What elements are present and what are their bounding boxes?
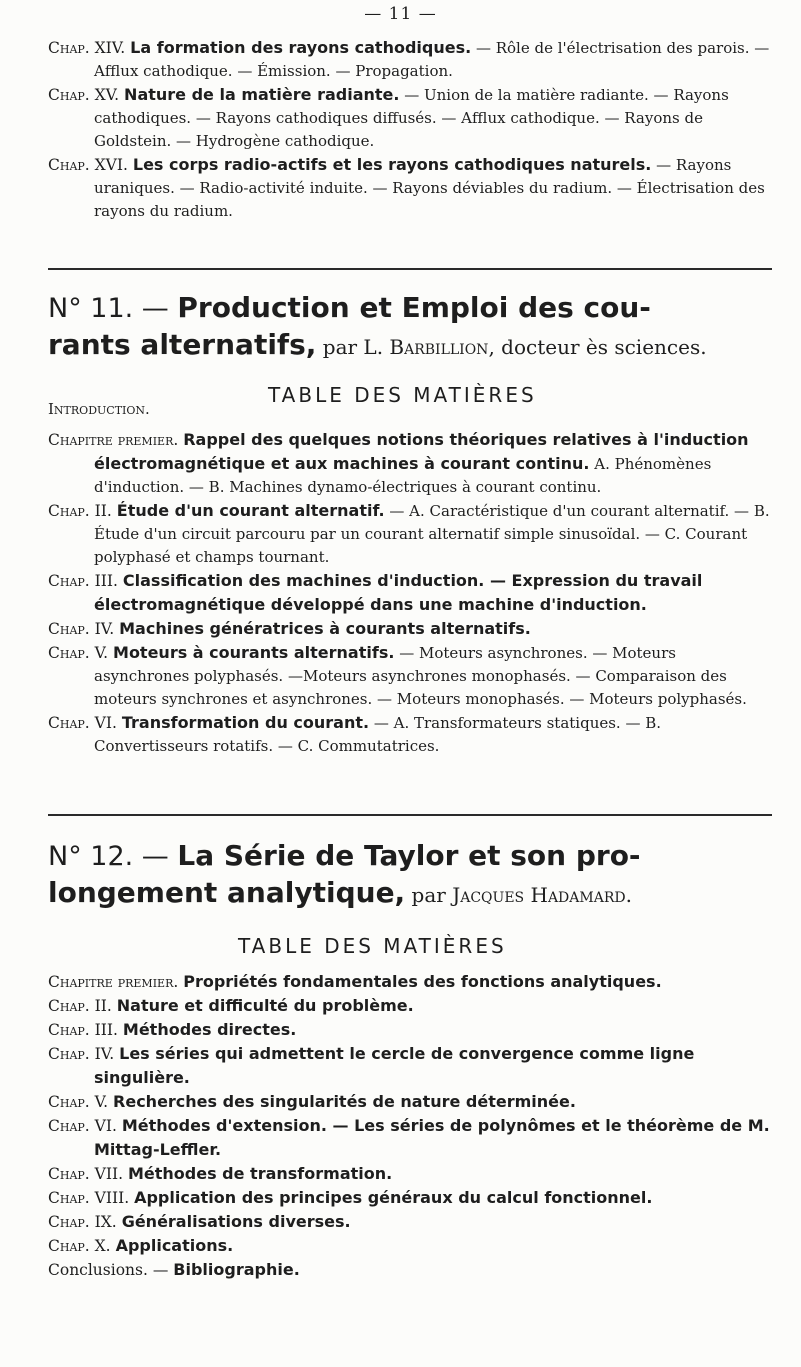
section-12-toc xyxy=(48,970,770,1282)
chapter-label: Chap. IX. xyxy=(48,1213,117,1231)
toc-entry-chap-xvi xyxy=(48,153,770,223)
chapter-title: Transformation du courant. xyxy=(121,713,370,732)
chapter-label: Chap. III. xyxy=(48,572,118,590)
chapter-subtopics: — Moteurs asynchrones. — Moteurs asynchrones polyphasés. —Moteurs asynchrones monophasés. — Comparaison des moteurs synchrones et asynchrones. — Moteurs monophasés. — Moteurs polyphasés. xyxy=(94,644,747,708)
toc-entry xyxy=(48,499,770,569)
chapter-subtopics: — A. Transformateurs statiques. — B. Convertisseurs rotatifs. — C. Commutatrices. xyxy=(94,714,662,755)
chapter-subtopics: — A. Caractéristique d'un courant alternatif. — B. Étude d'un circuit parcouru par un courant alternatif simple sinusoïdal. — C. Courant polyphasé et champs tournant. xyxy=(94,502,770,566)
section-divider xyxy=(48,268,772,270)
chapter-title: Propriétés fondamentales des fonctions analytiques. xyxy=(183,972,662,991)
section-number: N° 11. — xyxy=(48,293,169,324)
chapter-label: Chap. XV. xyxy=(48,86,120,104)
chapter-label: Chap. VIII. xyxy=(48,1189,130,1207)
chapter-label: Chap. V. xyxy=(48,644,109,662)
section-number: N° 12. — xyxy=(48,841,169,872)
chapter-label: Chap. IV. xyxy=(48,620,115,638)
toc-entry xyxy=(48,994,770,1018)
toc-entry xyxy=(48,1210,770,1234)
chapter-title: Classification des machines d'induction. — Expression du travail électromagnétique développé dans une machine d'induction. xyxy=(94,571,703,614)
toc-entry xyxy=(48,1162,770,1186)
toc-entry-conclusions xyxy=(48,1258,770,1282)
chapter-title: Étude d'un courant alternatif. xyxy=(116,501,385,520)
toc-entry xyxy=(48,1042,770,1090)
chapter-title: Moteurs à courants alternatifs. xyxy=(113,643,395,662)
section-12-heading xyxy=(48,838,772,913)
conclusion-title: Bibliographie. xyxy=(173,1260,300,1279)
chapter-title: Méthodes de transformation. xyxy=(127,1164,393,1183)
chapter-subtopics: — Union de la matière radiante. — Rayons cathodiques. — Rayons cathodiques diffusés. — Afflux cathodique. — Rayons de Goldstein. — Hydrogène cathodique. xyxy=(94,86,729,150)
chapter-label: Chap. II. xyxy=(48,997,112,1015)
toc-entry xyxy=(48,1186,770,1210)
chapter-label: Chap. VI. xyxy=(48,714,117,732)
toc-entry-chap-xiv xyxy=(48,36,770,83)
author-name: Jacques Hadamard xyxy=(452,883,626,907)
toc-entry xyxy=(48,970,770,994)
chapter-label: Chap. II. xyxy=(48,502,112,520)
chapter-title: Recherches des singularités de nature déterminée. xyxy=(113,1092,576,1111)
chapter-title: Applications. xyxy=(115,1236,234,1255)
toc-entry xyxy=(48,617,770,641)
toc-entry xyxy=(48,641,770,711)
toc-title: TABLE DES MATIÈRES xyxy=(268,383,537,407)
chapter-title: Méthodes d'extension. — Les séries de polynômes et le théorème de M. Mittag-Leffler. xyxy=(94,1116,770,1159)
chapter-label: Chap. VI. xyxy=(48,1117,117,1135)
chapter-label: Chap. XVI. xyxy=(48,156,128,174)
chapter-title: Machines génératrices à courants alternatifs. xyxy=(119,619,531,638)
conclusion-label: Conclusions. — xyxy=(48,1261,169,1279)
chapter-title: Généralisations diverses. xyxy=(121,1212,351,1231)
section-title-line2: longement analytique, xyxy=(48,876,406,909)
chapter-label: Chap. XIV. xyxy=(48,39,126,57)
section-11-heading xyxy=(48,290,772,365)
toc-entry xyxy=(48,711,770,758)
toc-entry xyxy=(48,1090,770,1114)
chapter-subtopics: — Rôle de l'électrisation des parois. — Afflux cathodique. — Émission. — Propagation. xyxy=(94,39,770,80)
toc-entry-chap-xv xyxy=(48,83,770,153)
chapter-subtopics: — Rayons uraniques. — Radio-activité induite. — Rayons déviables du radium. — Électrisation des rayons du radium. xyxy=(94,156,765,220)
section-divider xyxy=(48,814,772,816)
byline-suffix: . xyxy=(625,883,632,907)
chapter-label: Chapitre premier. xyxy=(48,431,179,449)
chapter-label: Chap. X. xyxy=(48,1237,111,1255)
chapter-label: Chap. III. xyxy=(48,1021,118,1039)
chapter-title: Nature et difficulté du problème. xyxy=(116,996,414,1015)
byline-prefix: par xyxy=(316,335,364,359)
byline-suffix: , docteur ès sciences. xyxy=(488,335,707,359)
toc-entry xyxy=(48,1114,770,1162)
chapter-label: Chap. VII. xyxy=(48,1165,124,1183)
chapter-label: Chapitre premier. xyxy=(48,973,179,991)
chapter-subtopics: A. Phénomènes d'induction. — B. Machines dynamo-électriques à courant continu. xyxy=(94,455,712,496)
author-name: L. Barbillion xyxy=(363,335,489,359)
chapter-label: Chap. V. xyxy=(48,1093,109,1111)
chapter-title: Les corps radio-actifs et les rayons cathodiques naturels. xyxy=(132,155,652,174)
top-entries xyxy=(48,36,770,223)
chapter-title: La formation des rayons cathodiques. xyxy=(130,38,472,57)
chapter-title: Méthodes directes. xyxy=(122,1020,297,1039)
toc-entry xyxy=(48,1018,770,1042)
chapter-title: Les séries qui admettent le cercle de convergence comme ligne singulière. xyxy=(94,1044,695,1087)
page-number: — 11 — xyxy=(364,4,437,24)
section-title-line2: rants alternatifs, xyxy=(48,328,317,361)
toc-entry xyxy=(48,428,770,499)
chapter-title: Nature de la matière radiante. xyxy=(124,85,400,104)
introduction-label: Introduction. xyxy=(48,400,150,418)
section-11-toc xyxy=(48,428,770,758)
byline-prefix: par xyxy=(405,883,453,907)
toc-title: TABLE DES MATIÈRES xyxy=(238,934,507,958)
chapter-label: Chap. IV. xyxy=(48,1045,115,1063)
chapter-title: Rappel des quelques notions théoriques relatives à l'induction électromagnétique et aux machines à courant continu. xyxy=(94,430,749,473)
chapter-title: Application des principes généraux du calcul fonctionnel. xyxy=(134,1188,653,1207)
toc-entry xyxy=(48,569,770,617)
toc-entry xyxy=(48,1234,770,1258)
section-title-line1: La Série de Taylor et son pro- xyxy=(177,839,641,872)
section-title-line1: Production et Emploi des cou- xyxy=(177,291,651,324)
